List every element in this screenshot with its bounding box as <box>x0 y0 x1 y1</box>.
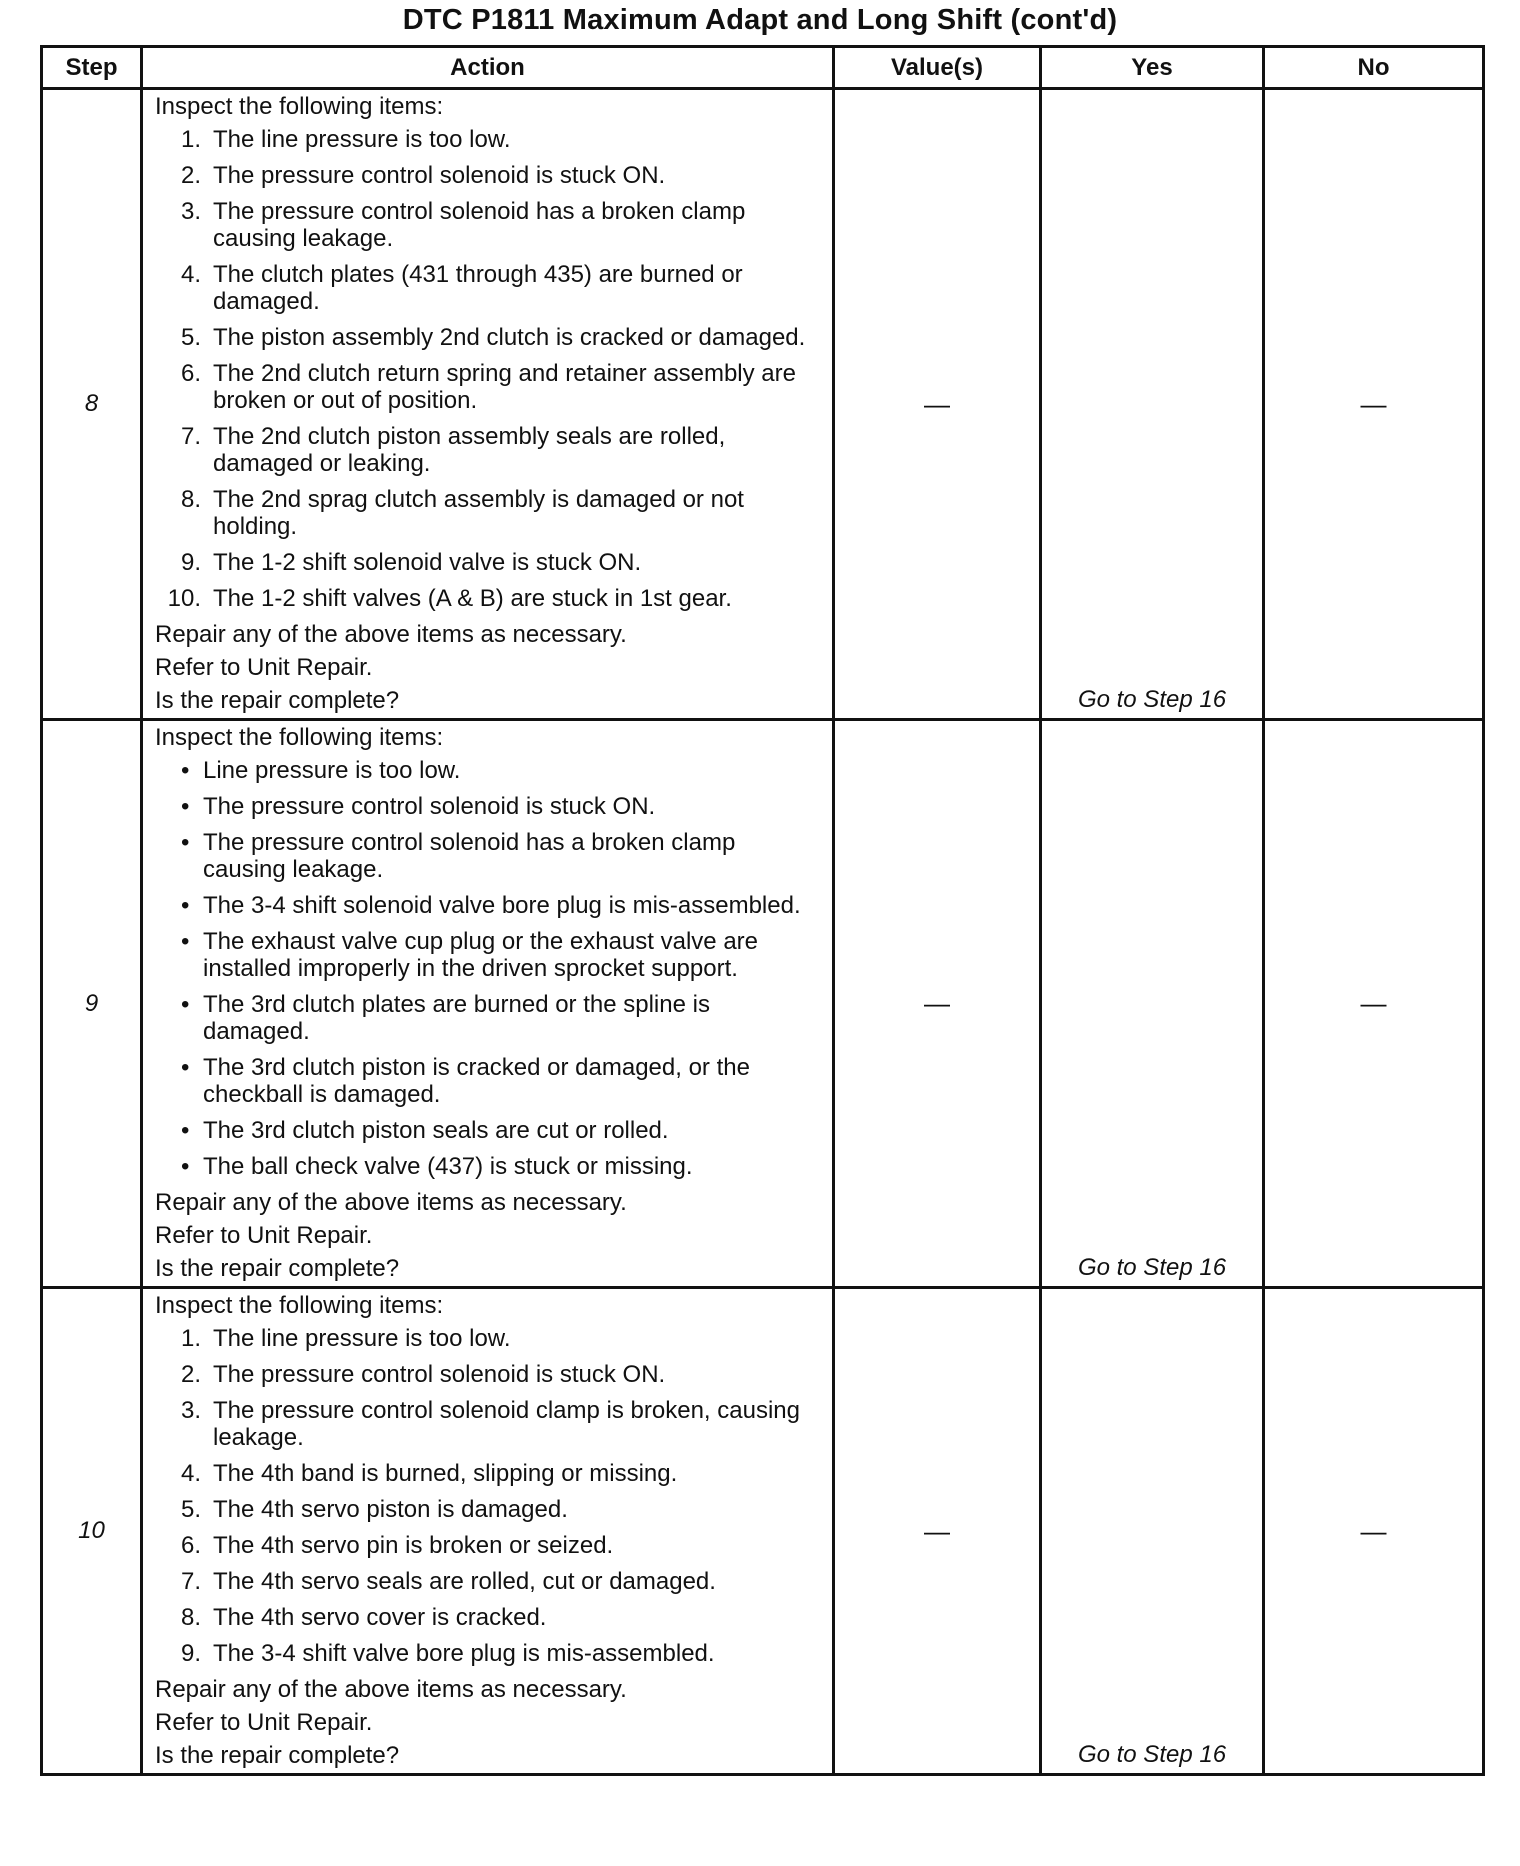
list-marker: 5. <box>180 1496 201 1523</box>
list-item <box>155 991 822 1045</box>
action-cell <box>142 1288 834 1775</box>
action-intro: Inspect the following items: <box>155 724 444 751</box>
no-cell: — <box>1264 89 1484 720</box>
list-item-text: The line pressure is too low. <box>213 126 511 153</box>
list-item-text: The exhaust valve cup plug or the exhaust valve are installed improperly in the driven sprocket support. <box>203 928 758 982</box>
bullet-icon: • <box>181 1117 190 1144</box>
list-item <box>155 1361 822 1388</box>
list-item <box>155 793 822 820</box>
list-item-text: The line pressure is too low. <box>213 1325 511 1352</box>
list-marker: 3. <box>180 198 201 225</box>
list-item-text: The clutch plates (431 through 435) are burned or damaged. <box>213 261 743 315</box>
refer-instruction: Refer to Unit Repair. <box>155 1709 373 1736</box>
list-item-text: The 3rd clutch piston is cracked or damaged, or the checkball is damaged. <box>203 1054 750 1108</box>
value-cell: — <box>834 1288 1041 1775</box>
table-row <box>42 1288 1484 1775</box>
list-item-text: The piston assembly 2nd clutch is cracked or damaged. <box>213 324 806 351</box>
question-text: Is the repair complete? <box>155 687 400 714</box>
action-cell <box>142 720 834 1288</box>
list-marker: 1. <box>180 126 201 153</box>
list-item-text: The pressure control solenoid clamp is broken, causing leakage. <box>213 1397 800 1451</box>
list-marker: 7. <box>180 1568 201 1595</box>
numbered-list <box>155 1325 822 1667</box>
list-marker: 4. <box>180 261 201 288</box>
step-number: 8 <box>42 89 142 720</box>
list-item <box>155 126 822 153</box>
list-item <box>155 757 822 784</box>
action-cell <box>142 89 834 720</box>
list-item <box>155 585 822 612</box>
list-item <box>155 423 822 477</box>
header-no: No <box>1264 47 1484 89</box>
list-item-text: The 1-2 shift solenoid valve is stuck ON. <box>213 549 642 576</box>
header-values: Value(s) <box>834 47 1041 89</box>
list-item <box>155 1117 822 1144</box>
list-item <box>155 892 822 919</box>
list-item <box>155 486 822 540</box>
list-marker: 9. <box>180 1640 201 1667</box>
list-item-text: The pressure control solenoid has a broken clamp causing leakage. <box>213 198 746 252</box>
value-cell: — <box>834 720 1041 1288</box>
list-item-text: The 4th servo cover is cracked. <box>213 1604 547 1631</box>
list-item <box>155 1397 822 1451</box>
list-item-text: The pressure control solenoid is stuck ON. <box>203 793 656 820</box>
value-cell: — <box>834 89 1041 720</box>
list-marker: 3. <box>180 1397 201 1424</box>
table-row <box>42 89 1484 720</box>
numbered-list <box>155 126 822 612</box>
list-item <box>155 162 822 189</box>
header-action: Action <box>142 47 834 89</box>
list-marker: 10. <box>167 585 201 612</box>
bullet-icon: • <box>181 757 190 784</box>
bullet-list <box>155 757 822 1180</box>
list-item-text: The 4th band is burned, slipping or missing. <box>213 1460 678 1487</box>
no-cell: — <box>1264 1288 1484 1775</box>
list-item-text: The 4th servo pin is broken or seized. <box>213 1532 614 1559</box>
table-row <box>42 720 1484 1288</box>
question-text: Is the repair complete? <box>155 1255 400 1282</box>
repair-instruction: Repair any of the above items as necessary. <box>155 1676 627 1703</box>
question-text: Is the repair complete? <box>155 1742 400 1769</box>
list-item-text: The 4th servo seals are rolled, cut or damaged. <box>213 1568 716 1595</box>
list-item <box>155 1568 822 1595</box>
list-marker: 8. <box>180 1604 201 1631</box>
list-item-text: The 2nd sprag clutch assembly is damaged or not holding. <box>213 486 744 540</box>
list-item-text: The 2nd clutch return spring and retainer assembly are broken or out of position. <box>213 360 796 414</box>
list-item <box>155 1460 822 1487</box>
list-item-text: The 2nd clutch piston assembly seals are rolled, damaged or leaking. <box>213 423 726 477</box>
list-marker: 2. <box>180 162 201 189</box>
step-number: 10 <box>42 1288 142 1775</box>
list-marker: 7. <box>180 423 201 450</box>
list-item <box>155 324 822 351</box>
list-item-text: The pressure control solenoid has a broken clamp causing leakage. <box>203 829 736 883</box>
no-cell: — <box>1264 720 1484 1288</box>
step-number: 9 <box>42 720 142 1288</box>
list-marker: 8. <box>180 486 201 513</box>
yes-cell: Go to Step 16 <box>1041 720 1264 1288</box>
list-marker: 4. <box>180 1460 201 1487</box>
header-step: Step <box>42 47 142 89</box>
list-marker: 9. <box>180 549 201 576</box>
list-item-text: The ball check valve (437) is stuck or missing. <box>203 1153 693 1180</box>
list-item <box>155 829 822 883</box>
list-item-text: The 4th servo piston is damaged. <box>213 1496 568 1523</box>
refer-instruction: Refer to Unit Repair. <box>155 1222 373 1249</box>
list-item-text: The 3rd clutch piston seals are cut or rolled. <box>203 1117 669 1144</box>
list-marker: 5. <box>180 324 201 351</box>
repair-instruction: Repair any of the above items as necessary. <box>155 1189 627 1216</box>
action-intro: Inspect the following items: <box>155 93 444 120</box>
list-item <box>155 261 822 315</box>
refer-instruction: Refer to Unit Repair. <box>155 654 373 681</box>
list-marker: 1. <box>180 1325 201 1352</box>
diagnostic-table <box>40 45 1485 1776</box>
list-item <box>155 198 822 252</box>
list-item <box>155 549 822 576</box>
page-title: DTC P1811 Maximum Adapt and Long Shift (cont'd) <box>402 4 1118 36</box>
header-row <box>42 47 1484 89</box>
list-item-text: Line pressure is too low. <box>203 757 461 784</box>
bullet-icon: • <box>181 1153 190 1180</box>
list-item <box>155 1054 822 1108</box>
yes-cell: Go to Step 16 <box>1041 1288 1264 1775</box>
list-item <box>155 1640 822 1667</box>
list-item-text: The pressure control solenoid is stuck ON. <box>213 162 666 189</box>
list-item <box>155 1325 822 1352</box>
header-yes: Yes <box>1041 47 1264 89</box>
bullet-icon: • <box>181 928 190 955</box>
action-intro: Inspect the following items: <box>155 1292 444 1319</box>
list-item-text: The 1-2 shift valves (A & B) are stuck in 1st gear. <box>213 585 732 612</box>
bullet-icon: • <box>181 892 190 919</box>
list-item-text: The 3-4 shift solenoid valve bore plug is mis-assembled. <box>203 892 801 919</box>
repair-instruction: Repair any of the above items as necessary. <box>155 621 627 648</box>
list-marker: 2. <box>180 1361 201 1388</box>
bullet-icon: • <box>181 793 190 820</box>
list-marker: 6. <box>180 1532 201 1559</box>
list-item-text: The 3rd clutch plates are burned or the spline is damaged. <box>203 991 710 1045</box>
list-item-text: The 3-4 shift valve bore plug is mis-assembled. <box>213 1640 715 1667</box>
bullet-icon: • <box>181 829 190 856</box>
list-item <box>155 1604 822 1631</box>
list-marker: 6. <box>180 360 201 387</box>
list-item <box>155 928 822 982</box>
yes-cell: Go to Step 16 <box>1041 89 1264 720</box>
list-item-text: The pressure control solenoid is stuck ON. <box>213 1361 666 1388</box>
list-item <box>155 1496 822 1523</box>
list-item <box>155 1153 822 1180</box>
list-item <box>155 1532 822 1559</box>
bullet-icon: • <box>181 991 190 1018</box>
list-item <box>155 360 822 414</box>
bullet-icon: • <box>181 1054 190 1081</box>
